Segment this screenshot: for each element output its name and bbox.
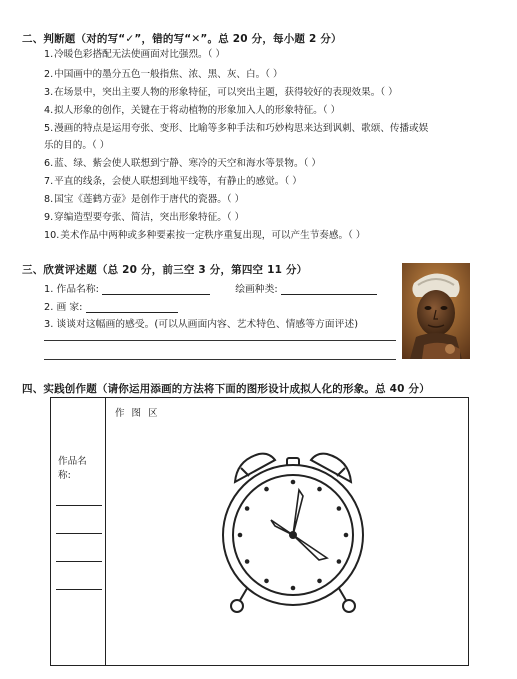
portrait-painting bbox=[402, 263, 470, 359]
work-name-line[interactable] bbox=[56, 589, 102, 590]
question-text: 蓝、绿、紫会使人联想到宁静、寒冷的天空和海水等景物。（ ） bbox=[54, 158, 322, 169]
painting-type-blank[interactable] bbox=[281, 283, 377, 295]
question-number: 10. bbox=[44, 230, 60, 241]
question-text: 漫画的特点是运用夸张、变形、比喻等多种手法和巧妙构思来达到讽刺、歌颂、传播或娱 bbox=[54, 123, 429, 134]
painting-type-label: 绘画种类: bbox=[235, 284, 278, 295]
work-name-line[interactable] bbox=[56, 505, 102, 506]
question-text: 乐的目的。（ ） bbox=[44, 140, 110, 151]
artwork-name-row bbox=[44, 281, 377, 295]
section4-heading: 四、实践创作题（请你运用添画的方法将下面的图形设计成拟人化的形象。总 40 分） bbox=[22, 383, 430, 395]
question-number: 6. bbox=[44, 158, 54, 169]
painter-blank[interactable] bbox=[86, 301, 178, 313]
question-text: 拟人形象的创作，关键在于将动植物的形象加入人的形象特征。（ ） bbox=[54, 105, 341, 116]
answer-line[interactable] bbox=[44, 340, 396, 341]
question-2 bbox=[44, 66, 283, 80]
question-number: 1. bbox=[44, 49, 54, 60]
question-4 bbox=[44, 102, 340, 116]
work-name-label: 作品名称: bbox=[58, 456, 87, 481]
question-number: 2. bbox=[44, 69, 54, 80]
question-9 bbox=[44, 209, 244, 223]
artwork-name-label: 1. 作品名称: bbox=[44, 284, 99, 295]
painter-row bbox=[44, 299, 178, 313]
question-text: 中国画中的墨分五色一般指焦、浓、黑、灰、白。（ ） bbox=[54, 69, 283, 80]
question-5 bbox=[44, 120, 428, 134]
question-number: 8. bbox=[44, 194, 54, 205]
question-7 bbox=[44, 173, 302, 187]
work-name-line[interactable] bbox=[56, 533, 102, 534]
artwork-name-blank[interactable] bbox=[102, 283, 210, 295]
question-text: 冷暖色彩搭配无法使画面对比强烈。（ ） bbox=[54, 49, 226, 60]
alarm-clock-drawing bbox=[213, 440, 373, 620]
question-1 bbox=[44, 46, 225, 60]
answer-line[interactable] bbox=[44, 359, 396, 360]
question-3 bbox=[44, 84, 398, 98]
question-text: 在场景中，突出主要人物的形象特征，可以突出主题，获得较好的表现效果。（ ） bbox=[54, 87, 398, 98]
draw-area-label: 作 图 区 bbox=[115, 408, 160, 419]
question-5-continued bbox=[44, 137, 109, 151]
feeling-row bbox=[44, 316, 358, 330]
section3-heading: 三、欣赏评述题（总 20 分，前三空 3 分，第四空 11 分） bbox=[22, 264, 308, 276]
question-number: 9. bbox=[44, 212, 54, 223]
work-name-line[interactable] bbox=[56, 561, 102, 562]
question-text: 穿编造型要夸张、简洁，突出形象特征。（ ） bbox=[54, 212, 245, 223]
feeling-question: 3. 谈谈对这幅画的感受。(可以从画面内容、艺术特色、情感等方面评述) bbox=[44, 319, 359, 330]
question-8 bbox=[44, 191, 244, 205]
question-text: 美术作品中两种或多种要素按一定秩序重复出现，可以产生节奏感。（ ） bbox=[60, 230, 366, 241]
question-text: 国宝《莲鹤方壶》是创作于唐代的瓷器。（ ） bbox=[54, 194, 245, 205]
painter-label: 2. 画 家: bbox=[44, 302, 83, 313]
question-text: 平直的线条，会使人联想到地平线等，有静止的感觉。（ ） bbox=[54, 176, 302, 187]
section2-heading: 二、判断题（对的写“✓”，错的写“✕”。总 20 分，每小题 2 分） bbox=[22, 33, 342, 45]
question-6 bbox=[44, 155, 321, 169]
question-number: 3. bbox=[44, 87, 54, 98]
question-number: 7. bbox=[44, 176, 54, 187]
question-10 bbox=[44, 227, 366, 241]
frame-divider bbox=[105, 397, 106, 666]
question-number: 5. bbox=[44, 123, 54, 134]
question-number: 4. bbox=[44, 105, 54, 116]
